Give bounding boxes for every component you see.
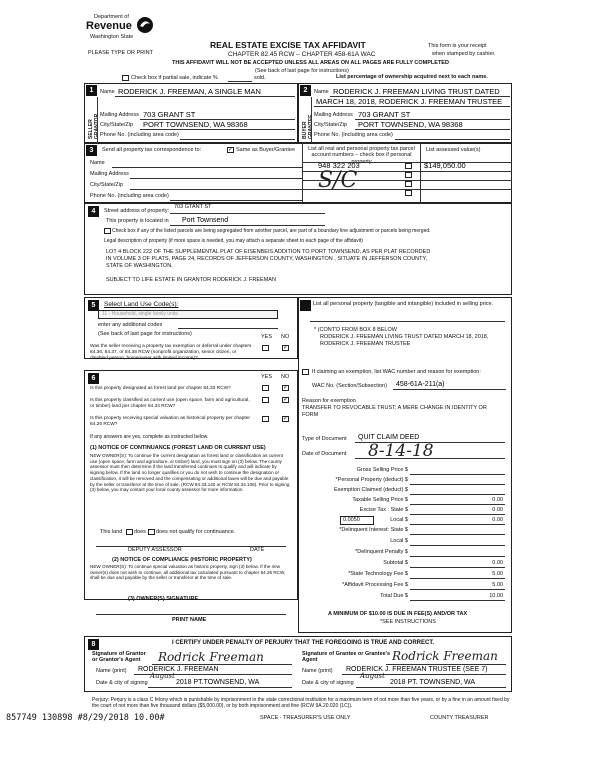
dept-line2: Revenue: [86, 20, 132, 32]
delinquent-local-label: Local $: [390, 538, 408, 544]
deputy-assessor-label: DEPUTY ASSESSOR: [128, 547, 182, 553]
dept-line1: Department of: [94, 14, 129, 20]
land-use-value[interactable]: 11 - Household, single family units: [102, 311, 178, 317]
current-use-question: Is this property classified as current use (open space, farm and agricultural, or timber) land per chapter 84.34 RCW?: [90, 398, 250, 409]
buyer-mailing-label: Mailing Address: [314, 112, 353, 118]
seller-name[interactable]: RODERICK J. FREEMAN, A SINGLE MAN: [118, 87, 261, 96]
grantor-name[interactable]: RODERICK J. FREEMAN: [138, 666, 219, 673]
personal-property-checkbox-2[interactable]: [405, 172, 412, 178]
enter-codes-label: enter any additional codes: [98, 322, 163, 328]
grantor-signature[interactable]: Rodrick Freeman: [158, 650, 264, 664]
box-number-3: 3: [86, 145, 97, 156]
grantee-date[interactable]: 2018 PT. TOWNSEND, WA: [390, 679, 476, 686]
send-correspondence-label: Send all property tax correspondence to:: [102, 147, 202, 153]
personal-property-checkbox-3[interactable]: [405, 181, 412, 187]
claim-exemption-label: If claiming an exemption, list WAC number and reason for exemption:: [312, 369, 481, 375]
list-pct-label: List percentage of ownership acquired next to each name.: [336, 74, 488, 80]
subtotal-label: Subtotal $: [383, 560, 408, 566]
delinquent-interest-label: *Delinquent Interest: State $: [339, 527, 408, 533]
tech-fee-label: *State Technology Fee $: [348, 571, 408, 577]
excise-state-label: Excise Tax : State $: [359, 507, 408, 513]
does-not-label: does not qualify for continuance.: [156, 529, 236, 535]
box-number-5: 5: [88, 300, 99, 311]
list-personal-label: List all personal property (tangible and intangible) included in selling price.: [313, 301, 494, 307]
tech-fee-value[interactable]: 5.00: [492, 571, 503, 577]
does-not-checkbox[interactable]: [148, 529, 155, 535]
wac-label: WAC No. (Section/Subsection): [312, 383, 387, 389]
sold-label: sold.: [254, 75, 266, 81]
seller-phone-label: Phone No. (including area code): [100, 132, 179, 138]
no-header-5: NO: [281, 334, 290, 340]
taxable-label: Taxable Selling Price $: [352, 497, 408, 503]
see-instructions: *SEE INSTRUCTIONS: [380, 619, 436, 625]
legal-line1[interactable]: LOT 4 BLOCK 222 OF THE SUPPLEMENTAL PLAT OF EISENBEIS ADDITION TO PORT TOWNSEND, AS PER PLAT RECORDED: [106, 249, 431, 255]
grantee-signature-label: Signature of Grantee or Grantee's Agent: [302, 651, 391, 664]
reason-line2[interactable]: FORM: [302, 412, 319, 418]
contd-line1: * (CONT'D FROM BOX 8 BELOW: [314, 327, 397, 333]
box-number-4: 4: [88, 206, 99, 217]
seller-city[interactable]: PORT TOWNSEND, WA 98368: [143, 120, 248, 129]
buyer-city-label: City/State/Zip: [314, 122, 348, 128]
taxable-value[interactable]: 0.00: [492, 497, 503, 503]
doc-date-value[interactable]: 8-14-18: [368, 441, 434, 461]
partial-sale-label: Check box if partial sale, indicate %: [131, 75, 218, 81]
partial-sale-checkbox[interactable]: [122, 75, 129, 81]
exemption-question: Was the seller receiving a property tax exemption or deferral under chapters 84.36, 84.37, or 84.38 RCW (nonprofit organization, senior citizen, or disabled person, homeowner with limited income)?: [90, 344, 252, 361]
assessed-header: List assessed value(s): [426, 147, 481, 153]
corr-name-label: Name: [90, 160, 105, 166]
does-label: does: [134, 529, 146, 535]
buyer-phone-label: Phone No. (including area code): [314, 132, 393, 138]
grantor-name-label: Name (print): [96, 668, 127, 674]
minimum-due-note: A MINIMUM OF $10.00 IS DUE IN FEE(S) AND/OR TAX: [328, 611, 468, 617]
handwritten-sc: S/C: [318, 168, 358, 193]
exemption-no-checkbox[interactable]: ✓: [283, 345, 289, 351]
see-back-5: (See back of last page for instructions): [98, 331, 192, 337]
doc-type-label: Type of Document: [302, 436, 347, 442]
reason-label: Reason for exemption: [302, 398, 356, 404]
treasurer-use-only: SPACE - TREASURER'S USE ONLY: [260, 715, 351, 721]
seller-side-label: SELLER GRANTOR: [88, 113, 100, 139]
delinquent-penalty-label: *Delinquent Penalty $: [355, 549, 408, 555]
same-as-buyer-label: Same as Buyer/Grantee: [236, 147, 296, 153]
buyer-name-line1[interactable]: RODERICK J. FREEMAN LIVING TRUST DATED: [333, 87, 500, 96]
deputy-date-label: DATE: [250, 547, 265, 553]
local-value[interactable]: 0.00: [492, 517, 503, 523]
historic-question: Is this property receiving special valuation as historical property per chapter 84.26 RCW?: [90, 416, 250, 427]
grantor-month[interactable]: August: [150, 672, 175, 680]
grantor-date-label: Date & city of signing: [96, 680, 148, 686]
current-use-no-checkbox[interactable]: ✓: [283, 397, 289, 403]
dor-swirl-icon: [136, 16, 154, 34]
notice2-title: (2) NOTICE OF COMPLIANCE (HISTORIC PROPERTY): [112, 557, 252, 563]
corr-phone-label: Phone No. (including area code): [90, 193, 169, 199]
segregated-checkbox[interactable]: [104, 228, 111, 234]
buyer-name-line2[interactable]: MARCH 18, 2018, RODERICK J. FREEMAN TRUSTEE: [316, 97, 503, 106]
corr-city-label: City/State/Zip: [90, 182, 124, 188]
buyer-name-label: Name: [314, 89, 329, 95]
notice1-text: NEW OWNER(S): To continue the current designation as forest land or classification as current use (open space, farm and agriculture, or timber) land, you must sign on (3) below. The county assessor must then determine if the land transferred continues to qualify and will indicate by signing below. If the land no longer qualifies or you do not wish to continue the designation or classification, it will be removed and the compensating or additional taxes will be due and payable by the seller or transferor at the time of sale. (RCW 84.33.140 or RCW 84.34.108). Prior to signing (3) below, you may contact your local county assessor for more information.: [90, 453, 290, 493]
seller-mailing-label: Mailing Address: [100, 112, 139, 118]
street-label: Street address of property:: [104, 208, 170, 214]
local-rate[interactable]: 0.0050: [343, 517, 360, 523]
form-chapter: CHAPTER 82.45 RCW – CHAPTER 458-61A WAC: [228, 51, 376, 58]
yes-header-6: YES: [261, 374, 273, 380]
see-back-header: (See back of last page for instructions): [255, 68, 349, 74]
receipt-note2: when stamped by cashier.: [432, 51, 496, 57]
doc-type-value[interactable]: QUIT CLAIM DEED: [358, 434, 420, 441]
located-label: This property is located in: [106, 218, 169, 224]
processing-fee-label: *Affidavit Processing Fee $: [342, 582, 408, 588]
print-name-label: PRINT NAME: [172, 617, 207, 623]
no-header-6: NO: [281, 374, 290, 380]
legal-line3[interactable]: STATE OF WASHINGTON.: [106, 263, 173, 269]
located-value[interactable]: Port Townsend: [182, 217, 229, 224]
receipt-note1: This form is your receipt: [428, 43, 487, 49]
total-due-value[interactable]: 10.00: [489, 593, 503, 599]
grantee-name-label: Name (print): [302, 668, 333, 674]
yes-header-5: YES: [261, 334, 273, 340]
parcel-header: List all real and personal property tax parcel account numbers – check box if personal property: [308, 146, 415, 165]
corr-mailing-label: Mailing Address: [90, 171, 129, 177]
land-use-label: Select Land Use Code(s):: [104, 301, 179, 308]
parcel-number[interactable]: 948 322 203: [318, 161, 360, 170]
local-label: Local $: [390, 517, 408, 523]
perjury-notice: Perjury: Perjury is a class C felony which is punishable by imprisonment in the state correctional institution for a maximum term of not more than five years, or by a fine in an amount fixed by the court of not more than five thousand dollars ($5,000.00), or by both imprisonment and fine (RCW 9A.20.020 (1C)).: [92, 697, 510, 710]
processing-fee-value[interactable]: 5.00: [492, 582, 503, 588]
if-yes-note: If any answers are yes, complete as instructed below.: [90, 434, 209, 440]
seller-name-label: Name: [100, 89, 115, 95]
buyer-mailing[interactable]: 703 GRANT ST: [358, 110, 411, 119]
exemption-deduct-label: Exemption Claimed (deduct) $: [334, 487, 408, 493]
forest-no-checkbox[interactable]: ✓: [283, 385, 289, 391]
same-as-buyer-checkbox[interactable]: ✓: [228, 147, 234, 153]
owner-signature-label: (3) OWNER(S) SIGNATURE: [128, 596, 199, 602]
forest-yes-checkbox[interactable]: [262, 385, 269, 391]
dor-logo: [86, 12, 156, 48]
total-due-label: Total Due $: [380, 593, 408, 599]
notice1-title: (1) NOTICE OF CONTINUANCE (FOREST LAND OR CURRENT USE): [90, 445, 266, 451]
grantor-date[interactable]: 2018 PT.TOWNSEND, WA: [176, 679, 260, 686]
does-checkbox[interactable]: [126, 529, 133, 535]
box-number-7: [300, 300, 311, 311]
personal-deduct-label: *Personal Property (deduct) $: [335, 477, 408, 483]
contd-line2: RODERICK J. FREEMAN LIVING TRUST DATED MARCH 18, 2018,: [320, 334, 489, 340]
grantee-date-label: Date & city of signing: [302, 680, 354, 686]
reason-line1[interactable]: TRANSFER TO REVOCABLE TRUST; A MERE CHANGE IN IDENTITY OR: [302, 405, 487, 411]
grantor-signature-label: Signature of Grantor or Grantor's Agent: [92, 651, 146, 664]
notice2-text: NEW OWNER(S): To continue special valuation as historic property, sign (3) below. If the new owner(s) does not wish to continue, all additional tax calculated pursuant to chapter 84.26 RCW, shall be due and payable by the seller or transferor at the time of sale.: [90, 564, 286, 581]
subtotal-value[interactable]: 0.00: [492, 560, 503, 566]
certify-statement: I CERTIFY UNDER PENALTY OF PERJURY THAT THE FOREGOING IS TRUE AND CORRECT.: [172, 640, 435, 646]
legal-label: Legal description of property (if more space is needed, you may attach a separate sheet to each page of the affidavit): [104, 238, 363, 244]
grantee-month[interactable]: August: [360, 672, 385, 680]
gross-label: Gross Selling Price $: [356, 467, 408, 473]
treasurer-stamp: 857749 130898 #8/29/2018 10.00#: [6, 713, 165, 723]
excise-state-value[interactable]: 0.00: [492, 507, 503, 513]
current-use-yes-checkbox[interactable]: [262, 397, 269, 403]
street-value[interactable]: 703 GTANT ST: [174, 204, 212, 210]
exemption-yes-checkbox[interactable]: [262, 345, 269, 351]
box-number-1: 1: [86, 85, 97, 96]
personal-property-checkbox-4[interactable]: [405, 190, 412, 196]
claim-exemption-checkbox[interactable]: [302, 369, 309, 375]
historic-yes-checkbox[interactable]: [262, 416, 269, 422]
dept-line3: Washington State: [90, 34, 134, 40]
buyer-side-label: BUYER GRANTEE: [302, 114, 314, 139]
type-or-print: PLEASE TYPE OR PRINT: [88, 50, 154, 56]
box-number-8: 8: [88, 639, 99, 650]
segregated-label: Check box if any of the listed parcels are being segregated from another parcel, are part of a boundary line adjustment or parcels being merged.: [112, 228, 431, 234]
grantee-name[interactable]: RODERICK J. FREEMAN TRUSTEE (SEE 7): [346, 666, 488, 673]
box-number-6: 6: [88, 373, 99, 384]
seller-city-label: City/State/Zip: [100, 122, 134, 128]
this-land-label: This land: [100, 529, 123, 535]
grantee-signature[interactable]: Rodrick Freeman: [392, 649, 498, 663]
form-title: REAL ESTATE EXCISE TAX AFFIDAVIT: [210, 40, 366, 50]
forest-land-question: Is this property designated as forest land per chapter 84.33 RCW?: [90, 386, 231, 391]
subject-to[interactable]: SUBJECT TO LIFE ESTATE IN GRANTOR RODERICK J. FREEMAN: [106, 277, 276, 283]
personal-property-checkbox[interactable]: [405, 163, 412, 169]
wac-value[interactable]: 458-61A-211(a): [396, 381, 445, 388]
county-treasurer: COUNTY TREASURER: [430, 715, 489, 721]
historic-no-checkbox[interactable]: ✓: [283, 416, 289, 422]
legal-line2[interactable]: IN VOLUME 3 OF PLATS, PAGE 24, RECORDS OF JEFFERSON COUNTY, WASHINGTON , SITUATE IN JEFFERSON COUNTY,: [106, 256, 427, 262]
form-warning: THIS AFFIDAVIT WILL NOT BE ACCEPTED UNLESS ALL AREAS ON ALL PAGES ARE FULLY COMPLETED: [172, 60, 449, 66]
assessed-value[interactable]: $149,050.00: [424, 161, 466, 170]
seller-mailing[interactable]: 703 GRANT ST: [143, 110, 196, 119]
contd-line3: RODERICK J. FREEMAN TRUSTEE: [320, 341, 411, 347]
doc-date-label: Date of Document: [302, 451, 347, 457]
buyer-city[interactable]: PORT TOWNSEND, WA 98368: [358, 120, 463, 129]
box-number-2: 2: [300, 85, 311, 96]
